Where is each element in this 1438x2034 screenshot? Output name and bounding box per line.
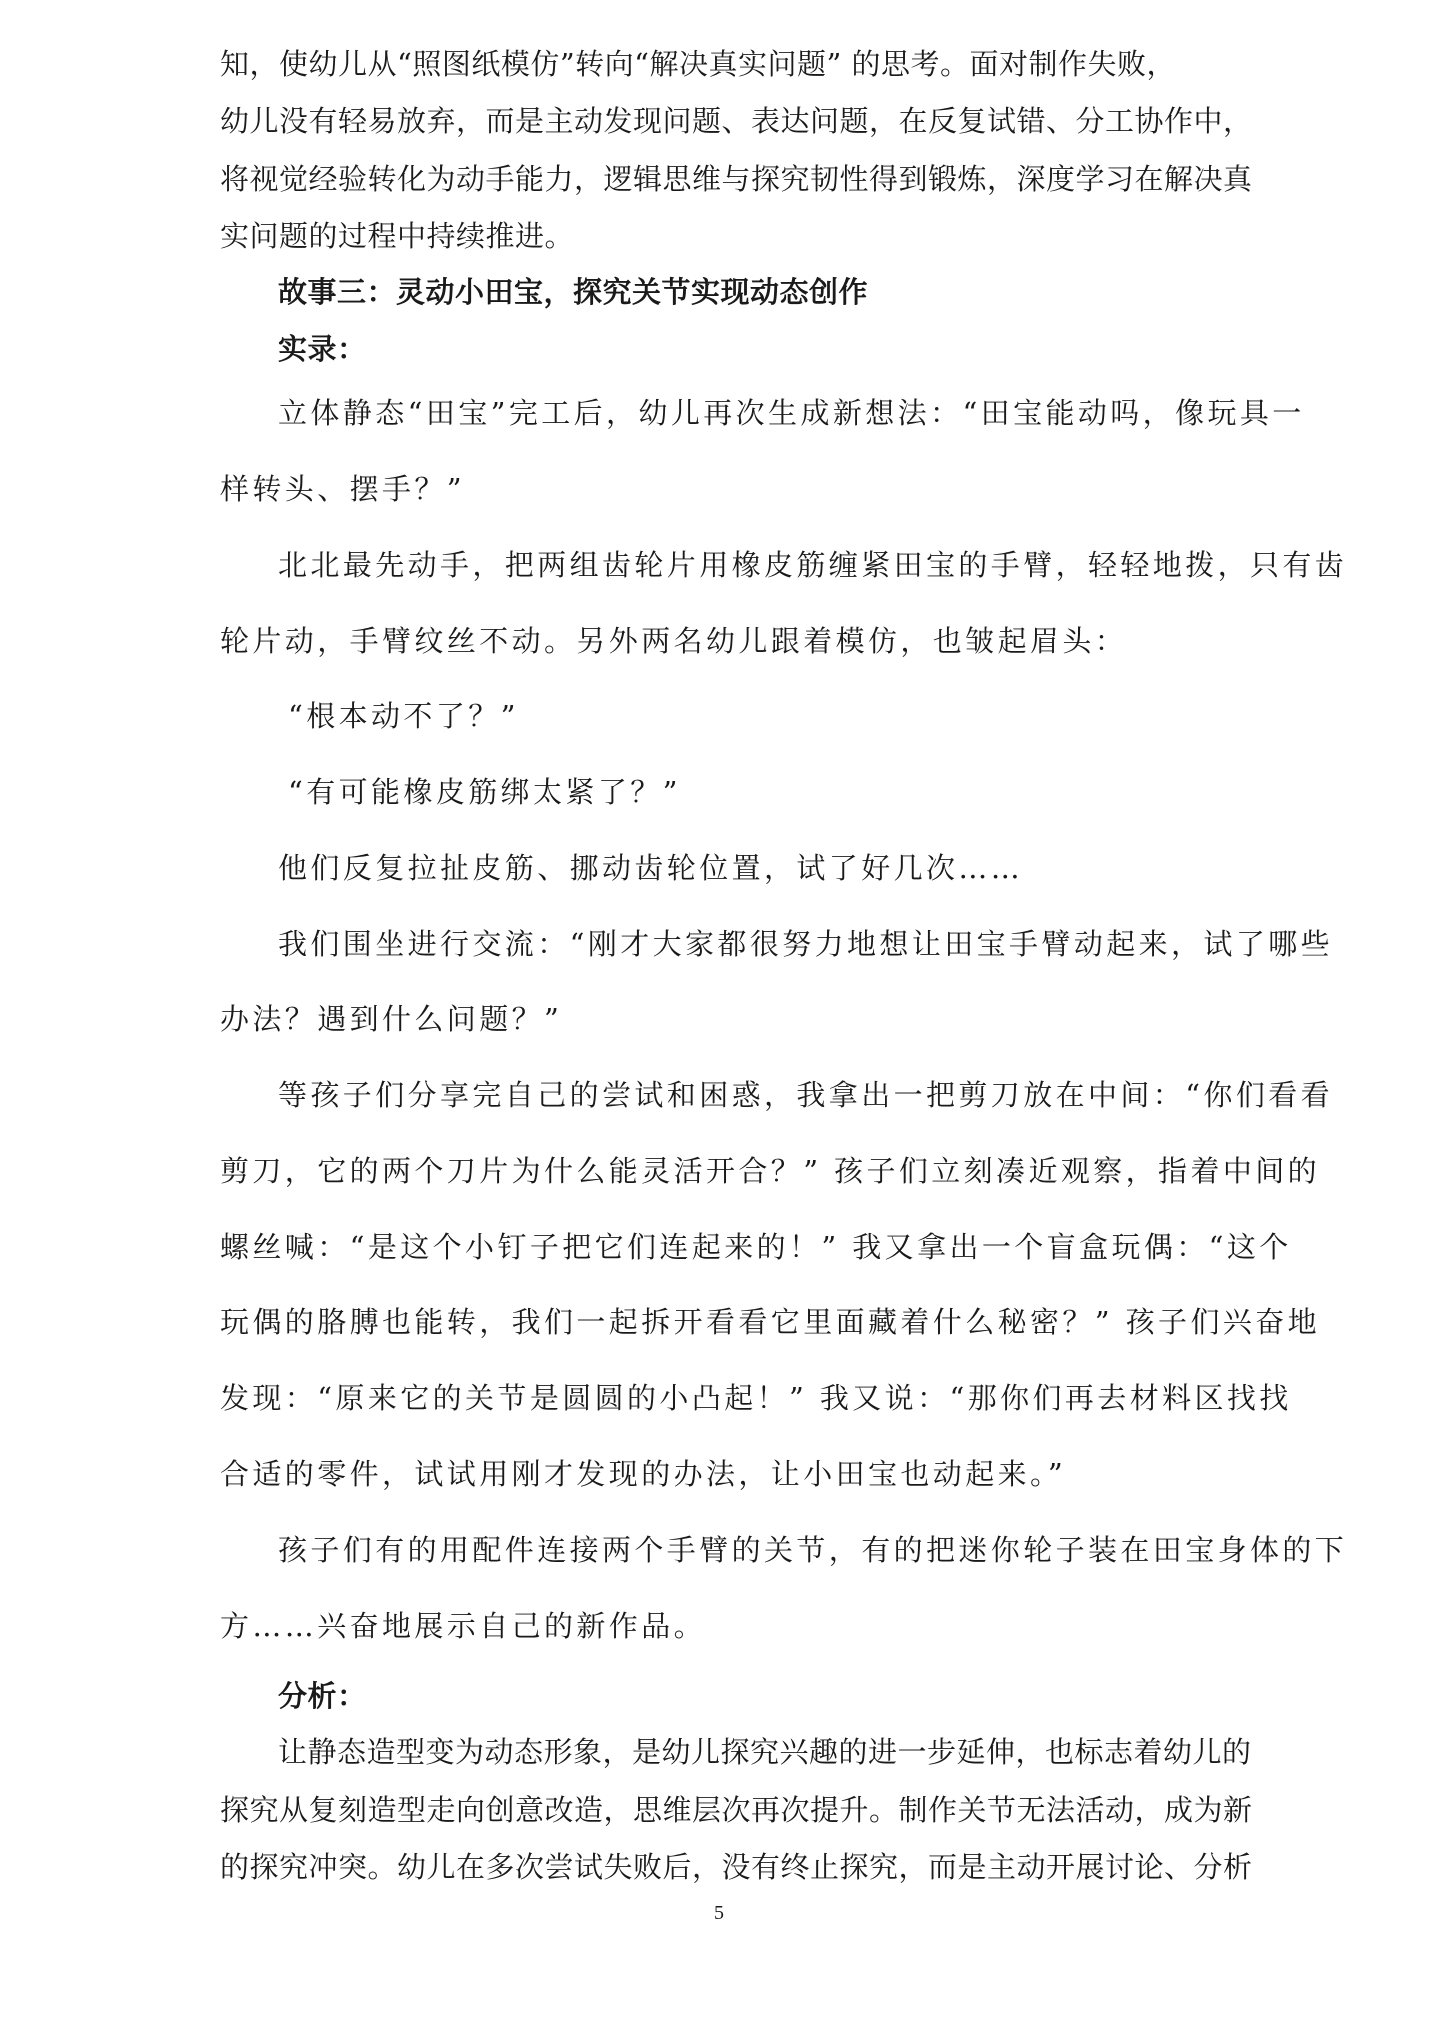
page-number: 5 [714, 1902, 724, 1924]
body-line: 立体静态“田宝”完工后，幼儿再次生成新想法：“田宝能动吗，像玩具一 [278, 396, 1305, 430]
body-line: 的探究冲突。幼儿在多次尝试失败后，没有终止探究，而是主动开展讨论、分析 [220, 1850, 1253, 1884]
body-line: 知，使幼儿从“照图纸模仿”转向“解决真实问题” 的思考。面对制作失败， [220, 47, 1177, 81]
body-line: 办法？遇到什么问题？” [220, 1002, 563, 1036]
body-line: 实问题的过程中持续推进。 [220, 219, 575, 253]
body-line: 等孩子们分享完自己的尝试和困惑，我拿出一把剪刀放在中间：“你们看看 [278, 1078, 1334, 1112]
body-line: 螺丝喊：“是这个小钉子把它们连起来的！” 我又拿出一个盲盒玩偶：“这个 [220, 1230, 1292, 1264]
subsection-heading-analysis: 分析： [278, 1679, 367, 1713]
dialogue-line: “根本动不了？” [288, 699, 519, 733]
body-line: 合适的零件，试试用刚才发现的办法，让小田宝也动起来。” [220, 1457, 1067, 1491]
body-line: 让静态造型变为动态形象，是幼儿探究兴趣的进一步延伸，也标志着幼儿的 [278, 1735, 1252, 1769]
body-line: 样转头、摆手？” [220, 472, 466, 506]
body-line: 剪刀，它的两个刀片为什么能灵活开合？” 孩子们立刻凑近观察，指着中间的 [220, 1154, 1321, 1188]
body-line: 北北最先动手，把两组齿轮片用橡皮筋缠紧田宝的手臂，轻轻地拨，只有齿 [278, 548, 1348, 582]
body-line: 玩偶的胳膊也能转，我们一起拆开看看它里面藏着什么秘密？” 孩子们兴奋地 [220, 1305, 1321, 1339]
body-line: 轮片动，手臂纹丝不动。另外两名幼儿跟着模仿，也皱起眉头： [220, 624, 1128, 658]
body-line: 他们反复拉扯皮筋、挪动齿轮位置，试了好几次…… [278, 851, 1024, 885]
dialogue-line: “有可能橡皮筋绑太紧了？” [288, 775, 681, 809]
body-line: 将视觉经验转化为动手能力，逻辑思维与探究韧性得到锻炼，深度学习在解决真 [220, 162, 1253, 196]
section-heading: 故事三：灵动小田宝，探究关节实现动态创作 [278, 275, 869, 309]
body-line: 孩子们有的用配件连接两个手臂的关节，有的把迷你轮子装在田宝身体的下 [278, 1533, 1348, 1567]
body-line: 发现：“原来它的关节是圆圆的小凸起！” 我又说：“那你们再去材料区找找 [220, 1381, 1292, 1415]
body-line: 我们围坐进行交流：“刚才大家都很努力地想让田宝手臂动起来，试了哪些 [278, 927, 1334, 961]
body-line: 探究从复刻造型走向创意改造，思维层次再次提升。制作关节无法活动，成为新 [220, 1793, 1253, 1827]
subsection-heading-record: 实录： [278, 332, 367, 366]
body-line: 幼儿没有轻易放弃，而是主动发现问题、表达问题，在反复试错、分工协作中， [220, 104, 1253, 138]
body-line: 方……兴奋地展示自己的新作品。 [220, 1609, 707, 1643]
